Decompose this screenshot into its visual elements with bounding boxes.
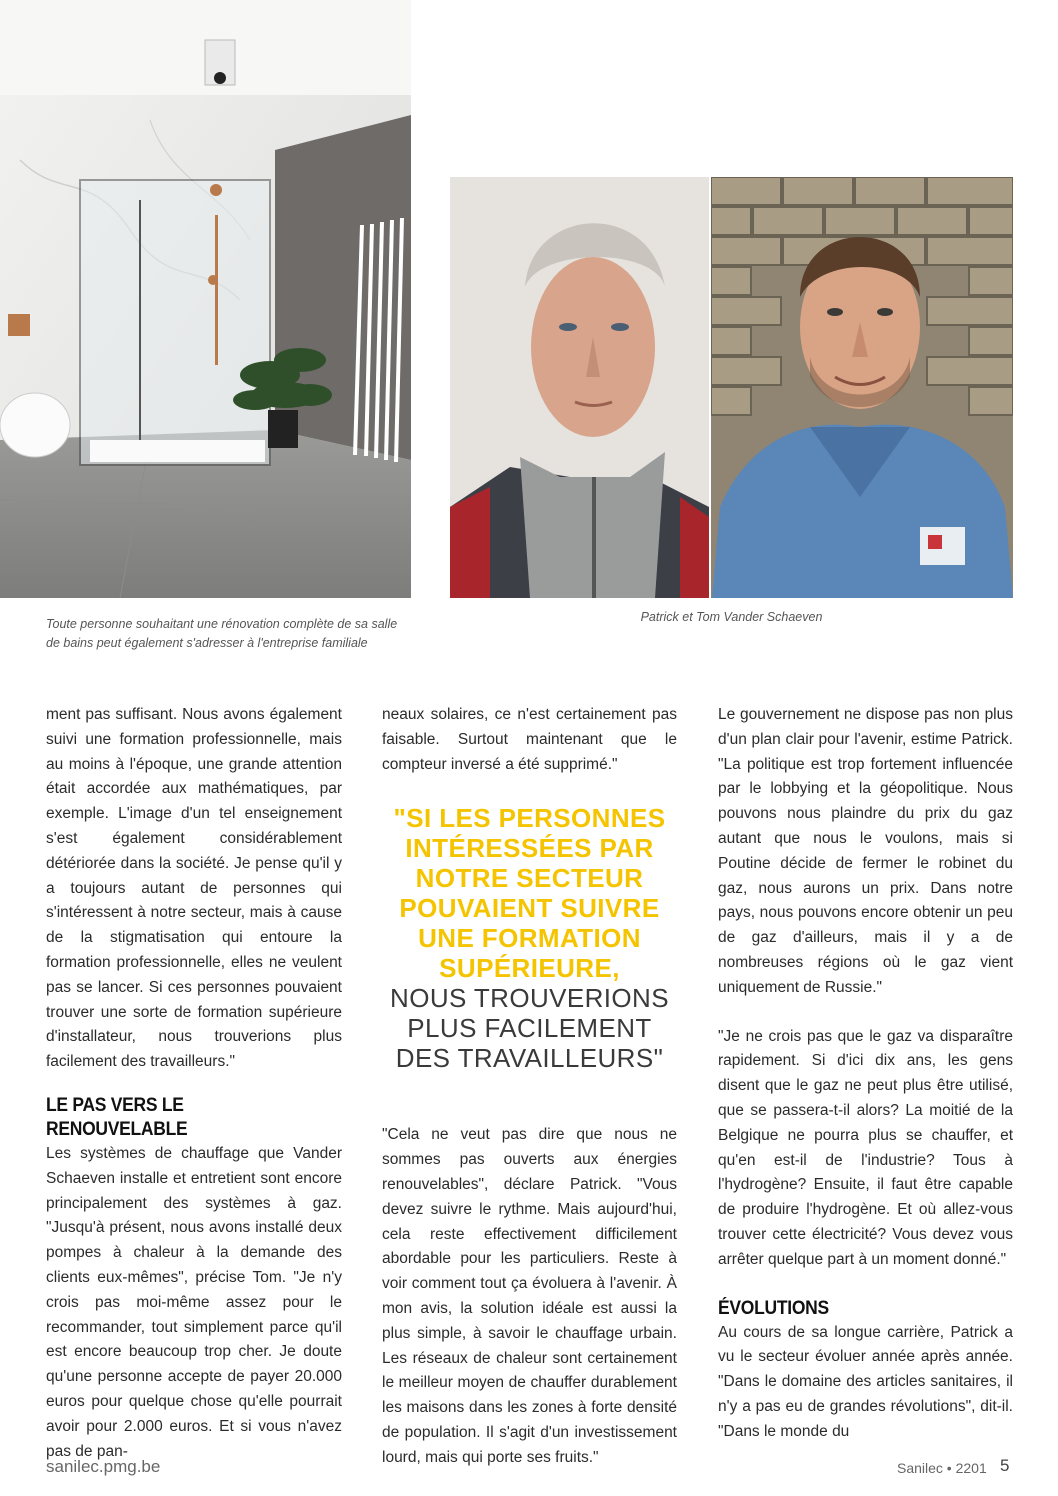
paragraph: neaux solaires, ce n'est certainement pas faisable. Surtout maintenant que le compteur inversé a été supprimé." [382,706,677,773]
bathroom-caption: Toute personne souhaitant une rénovation complète de sa salle de bains peut également s'adresser à l'entreprise familiale [46,617,398,650]
footer-magazine-issue: Sanilec • 2201 [897,1460,987,1476]
pull-quote-continuation: NOUS TROUVERIONS PLUS FACILEMENT DES TRAVAILLEURS" [390,983,669,1074]
portraits-photo [450,177,1013,598]
paragraph: Au cours de sa longue carrière, Patrick a vu le secteur évoluer année après année. "Dans le domaine des articles sanitaires, il n'y a pas eu de grandes révolutions", dit-il. "Dans le monde du [718,1323,1013,1440]
page-number: 5 [1000,1456,1010,1475]
bathroom-photo [0,0,411,598]
article-column-1 [46,703,342,1464]
article-column-3 [718,703,1013,1445]
article-column-2 [382,703,677,1471]
section-heading: ÉVOLUTIONS [718,1297,829,1319]
paragraph: ment pas suffisant. Nous avons également suivi une formation professionnelle, mais au moins à l'époque, une grande attention était accordée aux mathématiques, par exemple. L'image d'un tel enseignement s'est également considérablement détériorée dans la société. Je pense qu'il y a toujours autant de personnes qui s'intéressent à notre secteur, mais à cause de la stigmatisation qui entoure la formation professionnelle, elles ne veulent pas se lancer. Si ces personnes pouvaient trouver une sorte de formation supérieure d'installateur, nous trouverions plus facilement des travailleurs." [46,706,342,1071]
paragraph: Le gouvernement ne dispose pas non plus d'un plan clair pour l'avenir, estime Patrick. "La politique est trop fortement influencée par le lobbying et la géopolitique. Nous pouvons nous plaindre du prix du gaz autant que nous le voulons, mais si Poutine décide de fermer le robinet du gaz, nous aurons un prix. Dans notre pays, nous pouvons encore obtenir un peu de gaz d'ailleurs, mais il y a de nombreuses régions où le gaz vient uniquement de Russie." [718,706,1013,996]
section-heading: LE PAS VERS LE RENOUVELABLE [46,1094,188,1140]
paragraph: Les systèmes de chauffage que Vander Schaeven installe et entretient sont encore principalement des systèmes à gaz. "Jusqu'à présent, nous avons installé deux pompes à chaleur à la demande des clients eux-mêmes", précise Tom. "Je n'y crois pas moi-même assez pour le recommander, tout simplement parce qu'il est encore beaucoup trop cher. Je doute qu'une personne accepte de payer 20.000 euros pour quelque chose qu'elle pourrait avoir pour 2.000 euros. Et si vous n'avez pas de pan- [46,1144,342,1460]
pull-quote-highlight: "SI LES PERSONNES INTÉRESSÉES PAR NOTRE SECTEUR POUVAIENT SUIVRE UNE FORMATION SUPÉRIEURE, [393,803,666,984]
portraits-caption: Patrick et Tom Vander Schaeven [640,610,823,624]
pull-quote [382,803,677,1073]
footer-website-link[interactable]: sanilec.pmg.be [46,1457,161,1476]
paragraph: "Cela ne veut pas dire que nous ne sommes pas ouverts aux énergies renouvelables", déclare Patrick. "Vous devez suivre le rythme. Mais aujourd'hui, cela reste effectivement difficilement abordable pour les particuliers. Reste à voir comment tout ça évoluera à l'avenir. À mon avis, la solution idéale est aussi la plus simple, à savoir le chauffage urbain. Les réseaux de chaleur sont certainement le meilleur moyen de chauffer durablement les maisons dans les zones à forte densité de population. Il s'agit d'un investissement lourd, mais qui porte ses fruits." [382,1126,677,1466]
paragraph: "Je ne crois pas que le gaz va disparaître rapidement. Si d'ici dix ans, les gens disent que le gaz ne peut plus être utilisé, que se passera-t-il alors? La moitié de la Belgique ne pourra plus se chauffer, et qu'en est-il de l'industrie? Tous à l'hydrogène? Ensuite, il faut être capable de produire l'hydrogène. Et où allez-vous trouver cette électricité? Vous devez vous arrêter quelque part à un moment donné." [718,1027,1013,1268]
